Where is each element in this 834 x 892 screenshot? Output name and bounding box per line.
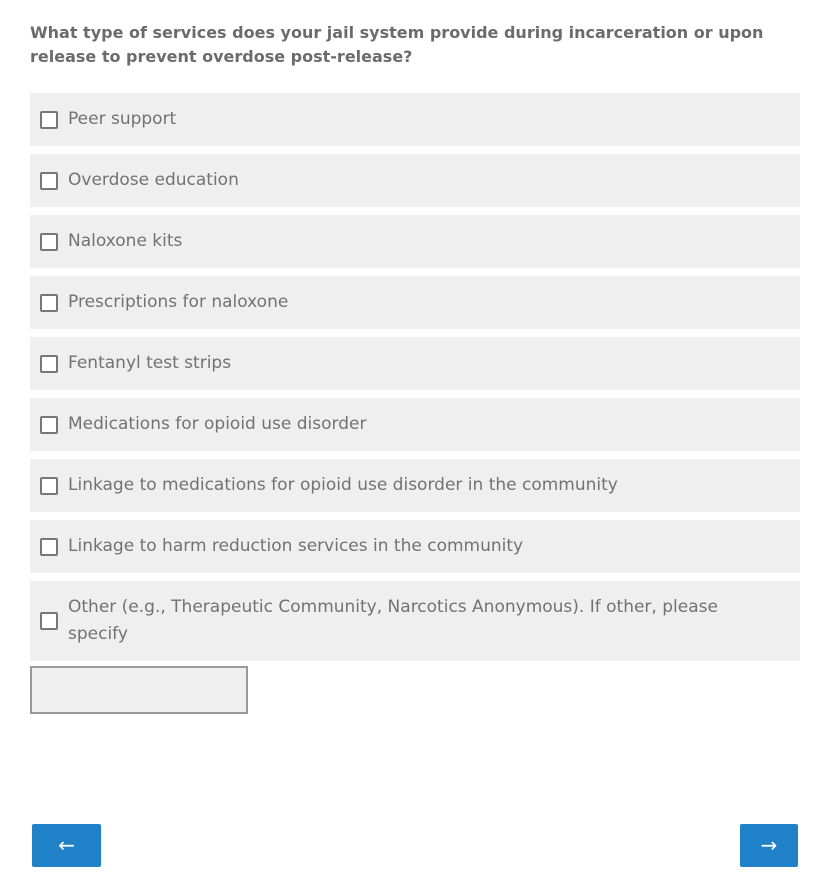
option-label: Prescriptions for naloxone [68, 292, 289, 312]
option-label: Peer support [68, 109, 177, 129]
option-overdose-education[interactable] [30, 154, 800, 207]
checkbox[interactable] [40, 355, 58, 373]
option-naloxone-prescriptions[interactable] [30, 276, 800, 329]
checkbox[interactable] [40, 233, 58, 251]
option-label: Medications for opioid use disorder [68, 414, 367, 434]
option-other[interactable] [30, 581, 800, 661]
option-moud[interactable] [30, 398, 800, 451]
option-label: Linkage to medications for opioid use disorder in the community [68, 475, 618, 495]
previous-button[interactable]: ← [32, 824, 101, 867]
option-label: Naloxone kits [68, 231, 183, 251]
checkbox[interactable] [40, 477, 58, 495]
checkbox[interactable] [40, 172, 58, 190]
checkbox[interactable] [40, 294, 58, 312]
checkbox[interactable] [40, 538, 58, 556]
other-specify-input[interactable] [30, 666, 248, 714]
option-fentanyl-test-strips[interactable] [30, 337, 800, 390]
option-harm-reduction-linkage[interactable] [30, 520, 800, 573]
checkbox[interactable] [40, 111, 58, 129]
option-peer-support[interactable] [30, 93, 800, 146]
checkbox[interactable] [40, 416, 58, 434]
option-moud-linkage[interactable] [30, 459, 800, 512]
options-list [30, 93, 800, 669]
question-text: What type of services does your jail system provide during incarceration or upon release to prevent overdose post-release? [30, 23, 764, 66]
option-naloxone-kits[interactable] [30, 215, 800, 268]
checkbox[interactable] [40, 612, 58, 630]
next-button[interactable]: → [740, 824, 798, 867]
option-label: Linkage to harm reduction services in the community [68, 536, 524, 556]
option-label: Overdose education [68, 170, 239, 190]
option-label: Other (e.g., Therapeutic Community, Narcotics Anonymous). If other, please specify [68, 597, 718, 644]
option-label: Fentanyl test strips [68, 353, 232, 373]
